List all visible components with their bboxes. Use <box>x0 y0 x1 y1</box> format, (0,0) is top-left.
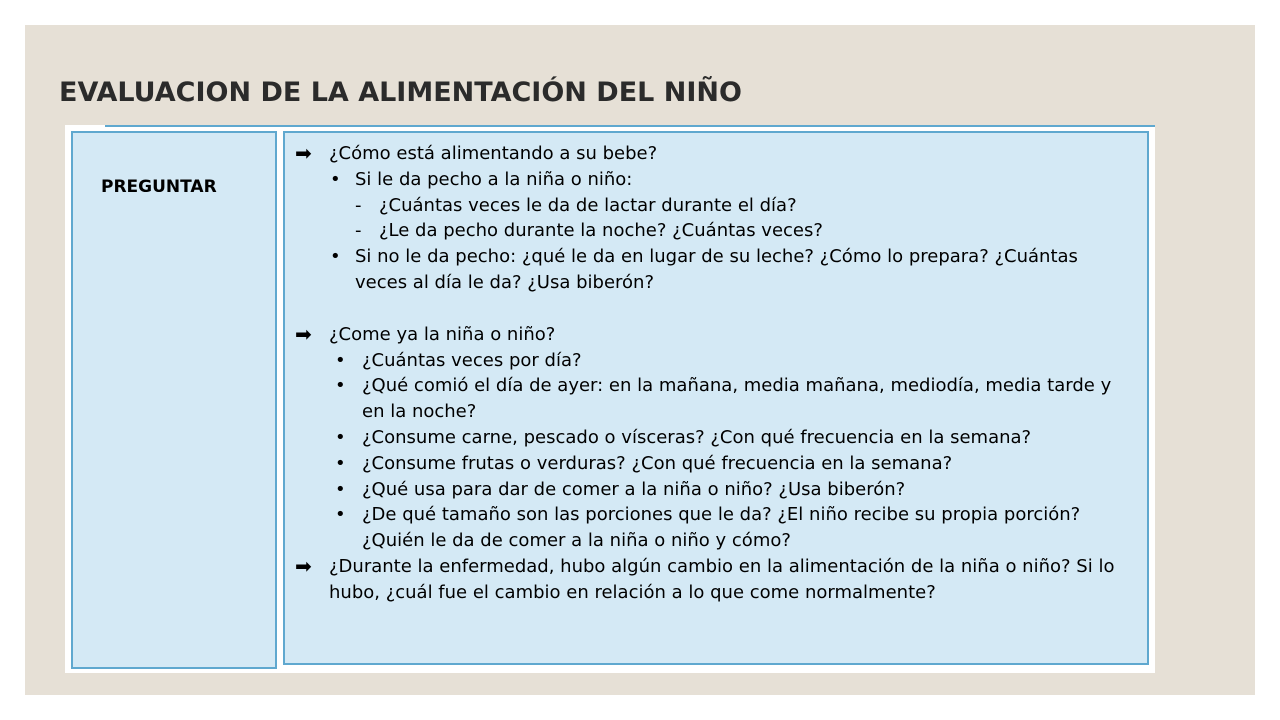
dash-item <box>355 218 1133 244</box>
slide <box>25 25 1255 695</box>
list-item-text: Si no le da pecho: ¿qué le da en lugar de su leche? ¿Cómo lo prepara? ¿Cuántas veces al día le da? ¿Usa biberón? <box>355 246 1078 293</box>
list-item <box>335 477 1133 503</box>
list-item-text: ¿Qué usa para dar de comer a la niña o niño? ¿Usa biberón? <box>362 478 906 500</box>
list-item-text: ¿Consume carne, pescado o vísceras? ¿Con qué frecuencia en la semana? <box>362 426 1032 448</box>
bullet-icon: • <box>330 246 341 268</box>
list-item-text: ¿Consume frutas o verduras? ¿Con qué frecuencia en la semana? <box>362 452 953 474</box>
bullet-icon: • <box>335 504 346 526</box>
dash-item-text: ¿Cuántas veces le da de lactar durante el día? <box>379 194 797 216</box>
question-text: ¿Come ya la niña o niño? <box>329 323 556 345</box>
arrow-right-icon: ➡ <box>295 553 312 578</box>
bullet-icon: • <box>335 349 346 371</box>
slide-title: EVALUACION DE LA ALIMENTACIÓN DEL NIÑO <box>59 77 742 108</box>
list-item <box>335 373 1133 425</box>
label-cell <box>71 131 277 669</box>
assessment-table <box>65 125 1155 673</box>
list-item <box>335 348 1133 374</box>
dash-item-text: ¿Le da pecho durante la noche? ¿Cuántas veces? <box>379 220 823 242</box>
dash-icon: - <box>355 194 362 216</box>
list-item-text: ¿De qué tamaño son las porciones que le da? ¿El niño recibe su propia porción? ¿Quién le da de comer a la niña o niño y cómo? <box>362 504 1081 552</box>
arrow-right-icon: ➡ <box>295 321 312 346</box>
bullet-icon: • <box>335 478 346 500</box>
list-item-text: ¿Cuántas veces por día? <box>362 349 582 371</box>
arrow-right-icon: ➡ <box>295 141 312 165</box>
question-eating <box>295 322 1133 348</box>
bullet-list <box>295 167 1133 296</box>
dash-icon: - <box>355 220 362 242</box>
list-item-text: ¿Qué comió el día de ayer: en la mañana, media mañana, mediodía, media tarde y en la noche? <box>362 375 1112 423</box>
table-top-rule <box>105 125 1155 127</box>
list-item-text: Si le da pecho a la niña o niño: <box>355 168 633 190</box>
bullet-icon: • <box>335 452 346 474</box>
questions-cell <box>283 131 1149 665</box>
dash-item <box>355 193 1133 219</box>
list-item <box>330 167 1133 193</box>
list-item <box>330 244 1133 296</box>
question-illness <box>295 554 1133 606</box>
bullet-list <box>295 348 1133 554</box>
section-spacer <box>295 296 1133 322</box>
list-item <box>335 451 1133 477</box>
label-preguntar: PREGUNTAR <box>101 177 217 197</box>
bullet-icon: • <box>335 375 346 397</box>
list-item <box>335 425 1133 451</box>
list-item <box>335 502 1133 554</box>
question-text: ¿Cómo está alimentando a su bebe? <box>329 143 658 164</box>
question-text: ¿Durante la enfermedad, hubo algún cambio en la alimentación de la niña o niño? Si lo hubo, ¿cuál fue el cambio en relación a lo que come normalmente? <box>329 555 1115 603</box>
dash-list <box>330 193 1133 245</box>
bullet-icon: • <box>330 168 341 190</box>
bullet-icon: • <box>335 426 346 448</box>
question-feeding <box>295 141 1133 167</box>
